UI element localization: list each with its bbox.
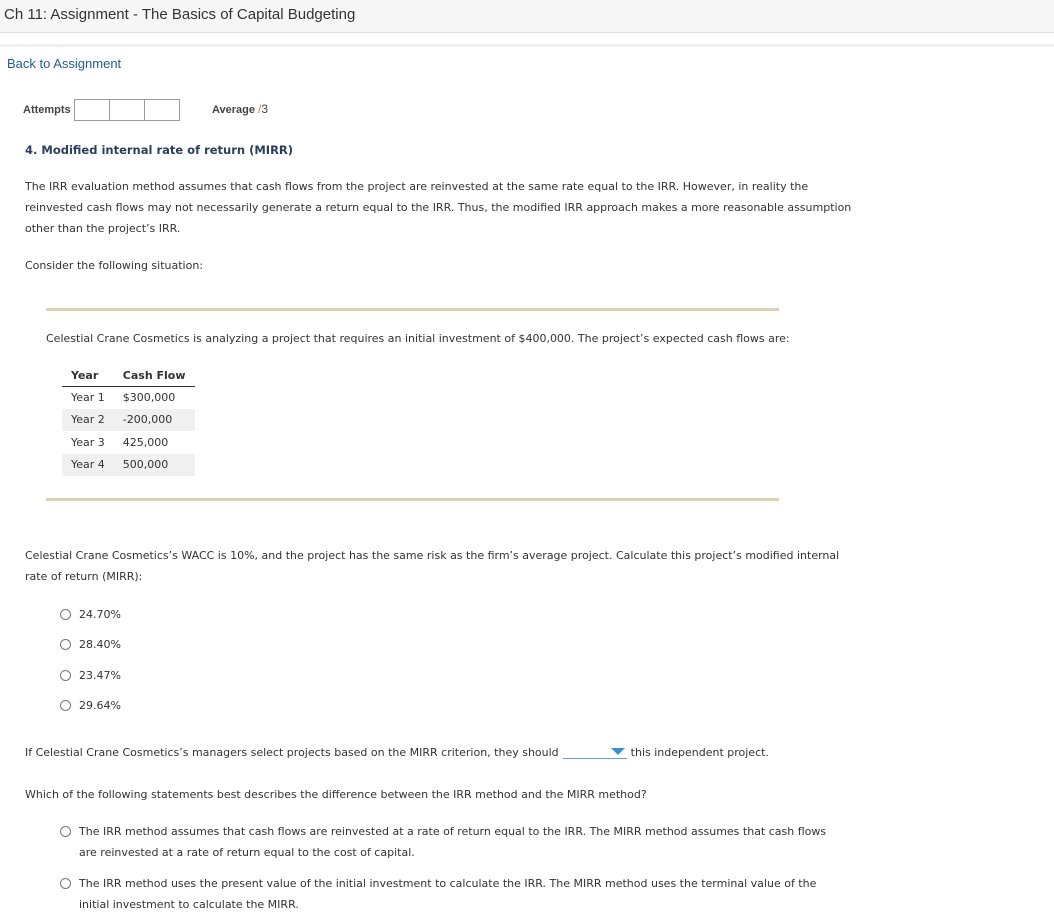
mirr-option[interactable] xyxy=(60,699,121,716)
decision-prefix: If Celestial Crane Cosmetics’s managers select projects based on the MIRR criterion, they should xyxy=(25,746,559,759)
option-line: The IRR method uses the present value of the initial investment to calculate the IRR. The MIRR method uses the terminal value of the xyxy=(79,877,817,890)
intro-line: reinvested cash flows may not necessarily generate a return equal to the IRR. Thus, the modified IRR approach makes a more reasonable assumption xyxy=(25,201,852,214)
scenario-top-rule xyxy=(46,308,779,311)
wacc-paragraph xyxy=(25,545,839,587)
table-header-row xyxy=(62,366,195,386)
divider xyxy=(0,44,1054,47)
scenario-text: Celestial Crane Cosmetics is analyzing a project that requires an initial investment of $400,000. The project’s expected cash flows are: xyxy=(46,332,790,345)
attempt-box xyxy=(144,99,180,121)
mirr-option[interactable] xyxy=(60,638,121,655)
chevron-down-icon xyxy=(611,748,625,755)
decision-suffix: this independent project. xyxy=(630,746,769,759)
option-line: are reinvested at a rate of return equal to the cost of capital. xyxy=(79,846,415,859)
table-row xyxy=(62,431,195,454)
average-denominator: 3 xyxy=(261,102,269,116)
decision-dropdown[interactable] xyxy=(563,745,627,759)
attempts-label: Attempts xyxy=(23,104,71,116)
table-row xyxy=(62,409,195,432)
difference-prompt: Which of the following statements best describes the difference between the IRR method and the MIRR method? xyxy=(25,788,647,801)
scenario-bottom-rule xyxy=(46,498,779,501)
option-label xyxy=(79,873,816,915)
table-cell: Year 2 xyxy=(62,409,114,432)
difference-option[interactable] xyxy=(60,877,816,915)
attempt-box xyxy=(74,99,110,121)
decision-sentence xyxy=(25,742,769,763)
back-to-assignment-link[interactable]: Back to Assignment xyxy=(7,56,122,71)
wacc-line: Celestial Crane Cosmetics’s WACC is 10%, and the project has the same risk as the firm’s average project. Calculate this project’s modified internal xyxy=(25,549,840,562)
radio-button[interactable] xyxy=(60,878,71,889)
table-cell: -200,000 xyxy=(114,409,195,432)
cash-flow-table xyxy=(62,366,195,476)
average-score xyxy=(212,102,268,116)
table-cell: 425,000 xyxy=(122,435,169,449)
option-label: 24.70% xyxy=(79,608,121,621)
wacc-line: rate of return (MIRR): xyxy=(25,570,143,583)
table-cell: Year 3 xyxy=(71,435,105,449)
radio-button[interactable] xyxy=(60,826,71,837)
table-cell: Year 1 xyxy=(71,391,105,404)
intro-line: other than the project’s IRR. xyxy=(25,222,181,235)
option-line: initial investment to calculate the MIRR. xyxy=(79,898,299,911)
average-slash: / xyxy=(258,102,262,116)
question-title: 4. Modified internal rate of return (MIRR) xyxy=(25,143,294,157)
radio-button[interactable] xyxy=(60,700,71,711)
attempt-box xyxy=(109,99,145,121)
table-cell: Year 4 xyxy=(62,454,114,477)
difference-option[interactable] xyxy=(60,825,826,863)
option-label: 28.40% xyxy=(79,638,121,651)
column-header: Year xyxy=(62,366,114,386)
attempts-tracker xyxy=(23,99,180,121)
intro-paragraph xyxy=(25,176,851,239)
option-label: 23.47% xyxy=(79,669,121,682)
table-row xyxy=(62,386,195,409)
column-header: Cash Flow xyxy=(114,366,195,386)
average-label: Average xyxy=(212,104,256,116)
table-cell: 500,000 xyxy=(114,454,195,477)
option-label: 29.64% xyxy=(79,699,121,712)
radio-button[interactable] xyxy=(60,609,71,620)
option-label xyxy=(79,821,826,863)
option-line: The IRR method assumes that cash flows are reinvested at a rate of return equal to the IRR. The MIRR method assumes that cash flows xyxy=(79,825,827,838)
intro-line: The IRR evaluation method assumes that cash flows from the project are reinvested at the same rate equal to the IRR. However, in reality the xyxy=(25,180,809,193)
header-bar xyxy=(0,0,1054,33)
table-cell: $300,000 xyxy=(122,391,176,404)
mirr-option[interactable] xyxy=(60,608,121,625)
mirr-option[interactable] xyxy=(60,669,121,686)
radio-button[interactable] xyxy=(60,670,71,681)
table-row xyxy=(62,454,195,477)
consider-text: Consider the following situation: xyxy=(25,259,204,272)
radio-button[interactable] xyxy=(60,639,71,650)
page-title: Ch 11: Assignment - The Basics of Capital Budgeting xyxy=(4,6,356,23)
